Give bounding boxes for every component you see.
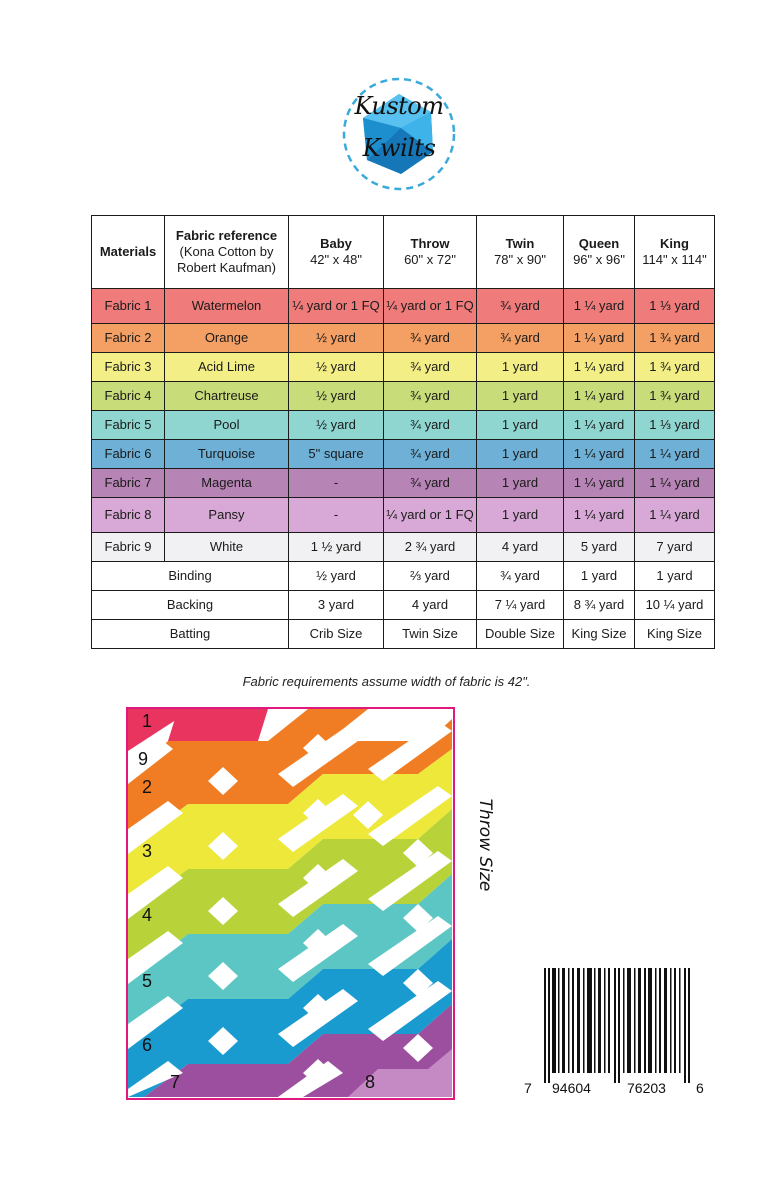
quilt-label-fabric-6: 6 [142,1035,153,1055]
king-value: 10 ¼ yard [635,591,715,620]
quilt-label-fabric-2: 2 [142,777,153,797]
fabric-id: Fabric 3 [92,353,165,382]
materials-table [91,215,715,649]
king-value: 1 yard [635,562,715,591]
barcode-digit-last: 6 [696,1080,704,1096]
table-row-fabric-6 [92,440,715,469]
quilt-label-fabric-3: 3 [142,841,153,861]
throw-value: ¾ yard [384,440,477,469]
quilt-label-fabric-1: 1 [142,711,153,731]
throw-value: 4 yard [384,591,477,620]
king-value: 1 ¾ yard [635,382,715,411]
table-row-fabric-5 [92,411,715,440]
throw-value: 2 ¾ yard [384,533,477,562]
baby-value: - [289,469,384,498]
baby-value: ½ yard [289,324,384,353]
twin-value: Double Size [477,620,564,649]
twin-value: ¾ yard [477,289,564,324]
extra-label: Backing [92,591,289,620]
throw-value: ¾ yard [384,324,477,353]
fabric-id: Fabric 8 [92,498,165,533]
table-row-fabric-2 [92,324,715,353]
queen-value: 1 ¼ yard [564,498,635,533]
fabric-id: Fabric 6 [92,440,165,469]
fabric-name: Acid Lime [165,353,289,382]
fabric-name: Chartreuse [165,382,289,411]
quilt-pattern-image [128,709,452,1097]
fabric-id: Fabric 9 [92,533,165,562]
throw-value: ¼ yard or 1 FQ [384,498,477,533]
table-row-batting [92,620,715,649]
logo-line-2: Kwilts [362,134,436,162]
king-value: 1 ⅓ yard [635,289,715,324]
fabric-id: Fabric 4 [92,382,165,411]
queen-value: 5 yard [564,533,635,562]
table-row-fabric-4 [92,382,715,411]
queen-value: 1 ¼ yard [564,289,635,324]
queen-value: 1 ¼ yard [564,382,635,411]
fabric-name: Orange [165,324,289,353]
baby-value: 3 yard [289,591,384,620]
quilt-diagram [126,707,455,1100]
barcode-bars-icon [534,968,704,1083]
quilt-label-fabric-9: 9 [138,749,149,769]
baby-value: ¼ yard or 1 FQ [289,289,384,324]
logo-line-1: Kustom [354,92,444,120]
baby-value: Crib Size [289,620,384,649]
table-row-fabric-9 [92,533,715,562]
header-baby: Baby 42" x 48" [289,216,384,289]
table-row-fabric-7 [92,469,715,498]
twin-value: 1 yard [477,469,564,498]
throw-value: ⅔ yard [384,562,477,591]
table-row-fabric-3 [92,353,715,382]
queen-value: 1 ¼ yard [564,469,635,498]
twin-value: 4 yard [477,533,564,562]
header-fabric-reference: Fabric reference (Kona Cotton by Robert Kaufman) [165,216,289,289]
extra-label: Binding [92,562,289,591]
twin-value: 7 ¼ yard [477,591,564,620]
queen-value: 1 yard [564,562,635,591]
fabric-width-note: Fabric requirements assume width of fabric is 42". [242,674,531,689]
king-value: 1 ¼ yard [635,469,715,498]
baby-value: ½ yard [289,411,384,440]
table-row-fabric-8 [92,498,715,533]
throw-value: ¾ yard [384,411,477,440]
quilt-label-fabric-7: 7 [170,1072,181,1092]
table-row-fabric-1 [92,289,715,324]
barcode-digits-left: 94604 [552,1080,591,1096]
fabric-name: Pansy [165,498,289,533]
twin-value: ¾ yard [477,562,564,591]
quilt-label-fabric-4: 4 [142,905,153,925]
king-value: 1 ⅓ yard [635,411,715,440]
queen-value: 1 ¼ yard [564,353,635,382]
twin-value: 1 yard [477,353,564,382]
throw-size-text: Throw Size [475,798,495,892]
king-value: 7 yard [635,533,715,562]
table-row-binding [92,562,715,591]
king-value: 1 ¾ yard [635,324,715,353]
fabric-name: White [165,533,289,562]
throw-value: ¾ yard [384,469,477,498]
king-value: King Size [635,620,715,649]
quilt-label-fabric-8: 8 [365,1072,376,1092]
queen-value: 1 ¼ yard [564,440,635,469]
baby-value: 1 ½ yard [289,533,384,562]
queen-value: 1 ¼ yard [564,324,635,353]
header-king: King 114" x 114" [635,216,715,289]
fabric-id: Fabric 2 [92,324,165,353]
queen-value: King Size [564,620,635,649]
throw-size-caption [470,795,500,905]
twin-value: 1 yard [477,382,564,411]
throw-value: ¾ yard [384,382,477,411]
king-value: 1 ¼ yard [635,440,715,469]
queen-value: 8 ¾ yard [564,591,635,620]
barcode-digit-first: 7 [524,1080,532,1096]
header-materials: Materials [92,216,165,289]
fabric-id: Fabric 7 [92,469,165,498]
header-twin: Twin 78" x 90" [477,216,564,289]
baby-value: ½ yard [289,382,384,411]
fabric-id: Fabric 1 [92,289,165,324]
table-row-backing [92,591,715,620]
baby-value: 5" square [289,440,384,469]
fabric-id: Fabric 5 [92,411,165,440]
fabric-name: Magenta [165,469,289,498]
header-throw: Throw 60" x 72" [384,216,477,289]
baby-value: ½ yard [289,353,384,382]
kustom-kwilts-logo [341,76,457,192]
extra-label: Batting [92,620,289,649]
barcode-digits-right: 76203 [627,1080,666,1096]
fabric-name: Turquoise [165,440,289,469]
header-queen: Queen 96" x 96" [564,216,635,289]
king-value: 1 ¾ yard [635,353,715,382]
fabric-name: Pool [165,411,289,440]
barcode [524,968,704,1098]
queen-value: 1 ¼ yard [564,411,635,440]
table-header-row [92,216,715,289]
throw-value: Twin Size [384,620,477,649]
king-value: 1 ¼ yard [635,498,715,533]
throw-value: ¾ yard [384,353,477,382]
fabric-name: Watermelon [165,289,289,324]
twin-value: 1 yard [477,498,564,533]
twin-value: ¾ yard [477,324,564,353]
baby-value: ½ yard [289,562,384,591]
twin-value: 1 yard [477,411,564,440]
twin-value: 1 yard [477,440,564,469]
quilt-label-fabric-5: 5 [142,971,153,991]
baby-value: - [289,498,384,533]
throw-value: ¼ yard or 1 FQ [384,289,477,324]
